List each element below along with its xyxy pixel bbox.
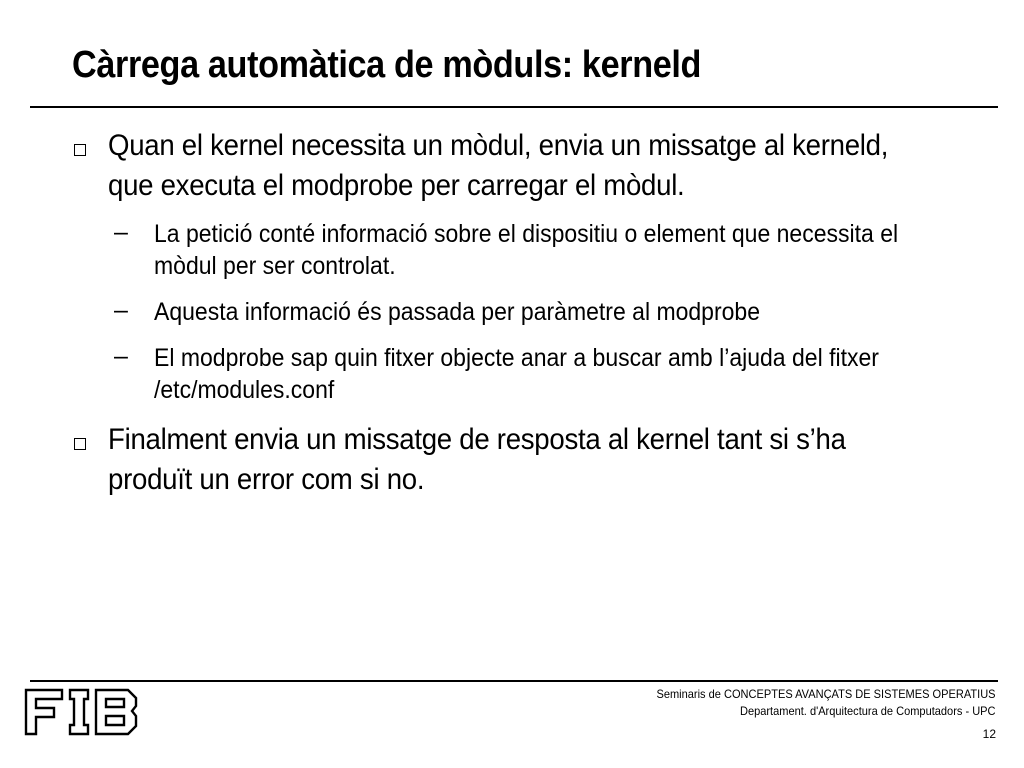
- sub-bullet-text: El modprobe sap quin fitxer objecte anar a buscar amb l’ajuda del fitxer /etc/modules.conf: [154, 344, 879, 404]
- sub-bullet-item: [114, 342, 992, 406]
- bullet-item: [72, 420, 992, 500]
- title-divider: [30, 106, 998, 108]
- footer-info: [657, 686, 996, 720]
- footer-divider: [30, 680, 998, 682]
- dash-marker: –: [114, 218, 128, 246]
- sub-bullet-item: [114, 218, 992, 282]
- dash-marker: –: [114, 342, 128, 370]
- sub-bullet-text: Aquesta informació és passada per paràmetre al modprobe: [154, 298, 761, 326]
- square-bullet-icon: [74, 438, 86, 450]
- bullet-text: Finalment envia un missatge de resposta al kernel tant si s’ha produït un error com si no.: [108, 423, 846, 496]
- bullet-text: Quan el kernel necessita un mòdul, envia un missatge al kerneld, que executa el modprobe per carregar el mòdul.: [108, 129, 889, 202]
- sub-bullet-item: [114, 296, 992, 328]
- fib-logo: [24, 688, 140, 736]
- page-number: 12: [982, 727, 996, 741]
- slide-title: Càrrega automàtica de mòduls: kerneld: [72, 44, 702, 86]
- footer-course: Seminaris de CONCEPTES AVANÇATS DE SISTEMES OPERATIUS: [656, 687, 996, 701]
- sub-bullet-text: La petició conté informació sobre el dispositiu o element que necessita el mòdul per ser controlat.: [154, 220, 899, 280]
- sub-bullet-list: [114, 218, 992, 406]
- bullet-item: [72, 126, 992, 206]
- dash-marker: –: [114, 296, 128, 324]
- slide-content: [72, 126, 992, 500]
- footer-department: Departament. d'Arquitectura de Computadors - UPC: [740, 704, 996, 718]
- square-bullet-icon: [74, 144, 86, 156]
